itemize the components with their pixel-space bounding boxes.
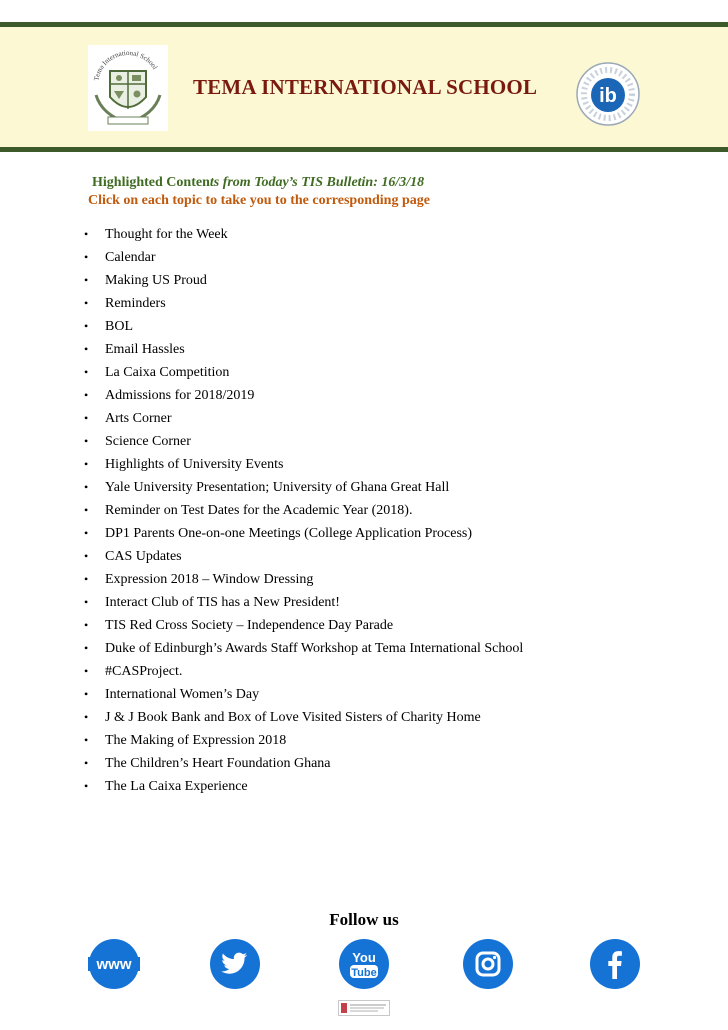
topic-link[interactable]: [80, 385, 523, 408]
topic-label: International Women’s Day: [105, 687, 260, 702]
bullet: •: [84, 572, 89, 586]
facebook-icon[interactable]: [589, 938, 641, 990]
topic-label: #CASProject.: [105, 664, 183, 679]
bullet: •: [84, 388, 89, 402]
topic-link[interactable]: [80, 316, 523, 339]
www-icon-text: www: [96, 956, 132, 973]
topic-link[interactable]: [80, 615, 523, 638]
school-name-title: TEMA INTERNATIONAL SCHOOL: [193, 75, 538, 99]
bullet: •: [84, 365, 89, 379]
instagram-icon[interactable]: [462, 938, 514, 990]
topic-label: Admissions for 2018/2019: [105, 388, 255, 403]
bullet: •: [84, 250, 89, 264]
topic-label: Reminders: [105, 296, 166, 311]
topic-link[interactable]: [80, 408, 523, 431]
topic-link[interactable]: [80, 293, 523, 316]
bullet: •: [84, 273, 89, 287]
school-crest-logo: [88, 45, 168, 131]
topic-link[interactable]: [80, 224, 523, 247]
bullet: •: [84, 687, 89, 701]
bullet: •: [84, 319, 89, 333]
bullet: •: [84, 710, 89, 724]
topic-list: [80, 224, 523, 799]
topic-link[interactable]: [80, 707, 523, 730]
footer-stamp: [338, 1000, 390, 1016]
topic-link[interactable]: [80, 270, 523, 293]
bullet: •: [84, 411, 89, 425]
topic-link[interactable]: [80, 477, 523, 500]
www-icon[interactable]: [88, 938, 140, 990]
youtube-icon[interactable]: [338, 938, 390, 990]
topic-label: The Children’s Heart Foundation Ghana: [105, 756, 331, 771]
topic-label: Expression 2018 – Window Dressing: [105, 572, 314, 587]
bulletin-heading-prefix: Highlighted Conten: [92, 175, 210, 190]
topic-link[interactable]: [80, 569, 523, 592]
topic-link[interactable]: [80, 339, 523, 362]
topic-label: Thought for the Week: [105, 227, 228, 242]
youtube-icon-text-bottom: Tube: [351, 967, 377, 979]
bullet: •: [84, 457, 89, 471]
topic-label: Highlights of University Events: [105, 457, 284, 472]
topic-label: Making US Proud: [105, 273, 207, 288]
topic-link[interactable]: [80, 546, 523, 569]
topic-label: Reminder on Test Dates for the Academic Year (2018).: [105, 503, 413, 518]
topic-label: J & J Book Bank and Box of Love Visited Sisters of Charity Home: [105, 710, 481, 725]
twitter-icon[interactable]: [209, 938, 261, 990]
school-logo-text: Tema International School: [92, 48, 160, 82]
bullet: •: [84, 342, 89, 356]
topic-label: Calendar: [105, 250, 156, 265]
topic-label: La Caixa Competition: [105, 365, 230, 380]
topic-link[interactable]: [80, 431, 523, 454]
bullet: •: [84, 296, 89, 310]
topic-label: CAS Updates: [105, 549, 182, 564]
topic-link[interactable]: [80, 638, 523, 661]
topic-link[interactable]: [80, 753, 523, 776]
instruction-text: Click on each topic to take you to the corresponding page: [88, 193, 430, 208]
topic-label: Arts Corner: [105, 411, 172, 426]
bullet: •: [84, 595, 89, 609]
topic-label: Interact Club of TIS has a New President!: [105, 595, 340, 610]
bullet: •: [84, 480, 89, 494]
topic-label: TIS Red Cross Society – Independence Day Parade: [105, 618, 394, 633]
topic-link[interactable]: [80, 247, 523, 270]
bullet: •: [84, 664, 89, 678]
header-banner: [0, 22, 728, 152]
topic-label: Yale University Presentation; University of Ghana Great Hall: [105, 480, 450, 495]
ib-logo-text: ib: [599, 85, 617, 107]
bullet: •: [84, 434, 89, 448]
ib-logo: [575, 61, 641, 127]
topic-label: BOL: [105, 319, 133, 334]
bullet: •: [84, 618, 89, 632]
bullet: •: [84, 549, 89, 563]
topic-link[interactable]: [80, 661, 523, 684]
topic-link[interactable]: [80, 362, 523, 385]
bulletin-heading: [92, 175, 424, 191]
topic-label: Science Corner: [105, 434, 191, 449]
topic-link[interactable]: [80, 500, 523, 523]
topic-label: DP1 Parents One-on-one Meetings (College Application Process): [105, 526, 473, 541]
topic-label: The Making of Expression 2018: [105, 733, 287, 748]
topic-link[interactable]: [80, 730, 523, 753]
topic-link[interactable]: [80, 776, 523, 799]
youtube-icon-text-top: You: [352, 950, 376, 965]
bullet: •: [84, 756, 89, 770]
bullet: •: [84, 641, 89, 655]
topic-label: Duke of Edinburgh’s Awards Staff Workshop at Tema International School: [105, 641, 524, 656]
topic-label: Email Hassles: [105, 342, 185, 357]
bulletin-heading-date: ts from Today’s TIS Bulletin: 16/3/18: [209, 175, 425, 190]
bullet: •: [84, 526, 89, 540]
topic-link[interactable]: [80, 523, 523, 546]
topic-link[interactable]: [80, 454, 523, 477]
follow-us-heading: Follow us: [329, 910, 399, 929]
topic-label: The La Caixa Experience: [105, 779, 248, 794]
bullet: •: [84, 733, 89, 747]
bullet: •: [84, 503, 89, 517]
topic-link[interactable]: [80, 592, 523, 615]
topic-link[interactable]: [80, 684, 523, 707]
bullet: •: [84, 779, 89, 793]
bullet: •: [84, 227, 89, 241]
